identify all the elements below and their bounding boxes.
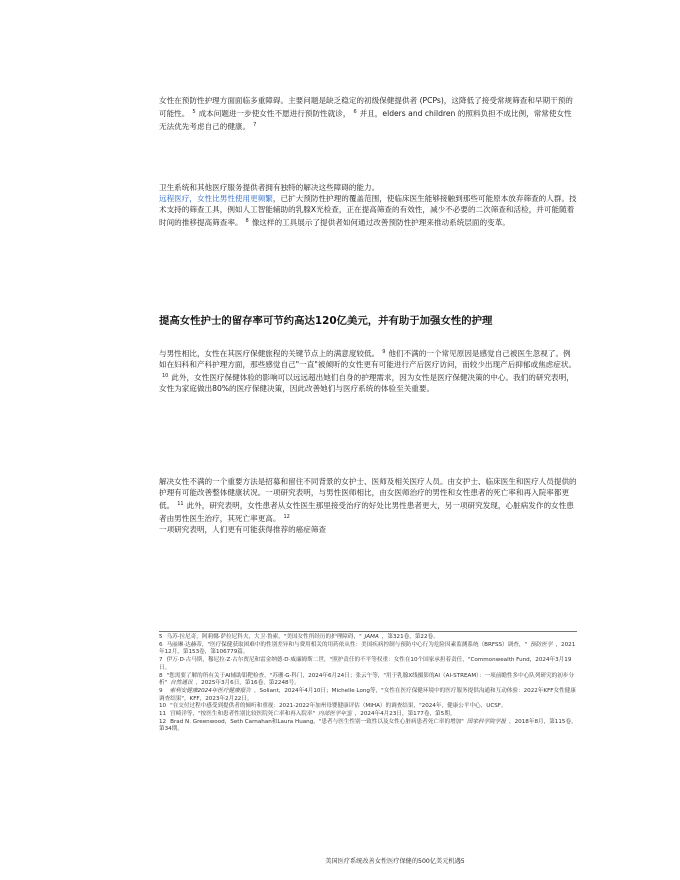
footnote-ref[interactable]: 7	[253, 121, 257, 128]
telehealth-link[interactable]: 远程医疗，女性比男性使用更频繁	[159, 193, 273, 203]
footnote-source: 预防医学	[530, 641, 553, 648]
paragraph-preventive-care-barriers	[159, 96, 577, 133]
paragraph-text: 他们不满的一个常见原因是感觉自己被医生忽视了。例如在妇科和产科护理方面，那些感觉自己"一直"被倾听的女性更有可能进行产后医疗访问，而较少出现产后抑郁或焦虑症状。	[159, 349, 577, 369]
footnote-source: 国家科学院学报	[466, 718, 507, 725]
footnote-item: 5 乌苏·拉尼奇，阿莉娜·萨拉尼科夫，大卫·鲁索，"美国女性所经历的护理障碍，" JAMA ，第321卷，第22卷。	[159, 634, 439, 640]
footnote-item: 11 宫崎洋等，"按医生和患者性别比较医院死亡率和再入院率" 内部医学年鉴 ，2024年4月23日，第177卷，第5期。	[159, 711, 456, 718]
footnote-item: 9 索利安健康2024年医疗健康报告 ，Soliant，2024年4月10日；Michelle Long等，"女性在医疗保健环境中的医疗服务提供沟通和互动体验：2022年KFF女性健康调查结果"，KFF，2023年2月22日。	[159, 687, 576, 702]
footnote-item: 6 马丽琳·达赫蒂，"医疗保健获取困难中的性别差异和与费用相关的用药依从性：美国疾病控制与预防中心行为危险因素监测系统（BRFSS）调查，" 预防医学 ，2021年12月，第153卷，第106779篇。	[159, 641, 576, 656]
footnote-ref[interactable]: 10	[162, 372, 169, 379]
footnote-item: 8 "您需要了解的所有关于AI辅助钼靶检查，"苏珊·G·科门，2024年6月24日；张云午等，"用于乳腺X线摄影的AI（AI-STREAM）：一项前瞻性多中心队列研究的初步分析" 自然通讯 ，2025年3月6日，第16卷，第2248号。	[159, 672, 575, 687]
paragraph-text: 女性在预防性护理方面面临多重障碍。主要问题是缺乏稳定的初级保健提供者 (PCPs)，这降低了接受常规筛查和早期干预的可能性。	[159, 96, 573, 118]
footnote-source: JAMA	[364, 634, 379, 640]
footnote-ref[interactable]: 9	[382, 349, 386, 355]
paragraph-text: 与男性相比，女性在其医疗保健旅程的关键节点上的满意度较低。	[159, 349, 380, 358]
paragraph-text: 成本问题进一步使女性不愿进行预防性就诊，	[198, 108, 351, 118]
footnote-source: 内部医学年鉴	[318, 711, 352, 718]
footnote-ref[interactable]: 5	[192, 108, 196, 115]
page-footer: 美国医疗系统改善女性医疗保健的500亿美元机遇5	[325, 858, 465, 865]
paragraph-text: 解决女性不满的一个重要方法是招募和留住不同背景的女护士、医师及相关医疗人员。由女护士、临床医生和医疗人员提供的护理有可能改善整体健康状况。一项研究表明，与男性医师相比，由女医师治疗的男性和女性患者的死亡率和再入院率都更低。	[159, 477, 577, 510]
footnote-item: 10 "在交付过程中感受到提供者的倾听和重视：2021-2022年加州母婴健康评估（MIHA）的调查结果，"2024年，健康公平中心，UCSF。	[159, 703, 507, 710]
footnote-ref[interactable]: 8	[245, 217, 249, 224]
section-heading: 提高女性护士的留存率可节约高达120亿美元，并有助于加强女性的护理	[159, 315, 493, 327]
paragraph-text: 此外，研究表明，女性患者从女性医生那里接受治疗的好处比男性患者更大，另一项研究发现，心脏病发作的女性患者由男性医生治疗，其死亡率更高。	[159, 500, 574, 523]
footnotes	[159, 631, 577, 734]
paragraph-text: 并且，elders and children 的照料负担不成比例，常常使女性无法优先考虑自己的健康。	[159, 108, 572, 131]
footnote-item: 7 伊万·D·古马斯，穆尼拉·Z·古尔贾尼和雷金纳德·D·威廉姆斯二世，"照护责任的不平等权重：女性在10个国家承担着责任，"Commonwealth Fund，2024年3月19日。	[159, 657, 572, 671]
footnote-source: 索利安健康2024年医疗健康报告	[169, 687, 251, 694]
footnote-item: 12 Brad N. Greenwood，Seth Carnahan和Laura Huang，"患者与医生性别一致性以及女性心脏病患者死亡率的增加" 国家科学院学报 ，2018年8月，第115卷，第34期。	[159, 718, 577, 733]
footnote-ref[interactable]: 11	[177, 500, 184, 507]
paragraph-workforce	[159, 477, 577, 536]
paragraph-health-system-solutions	[159, 183, 577, 229]
footnote-ref[interactable]: 12	[283, 513, 290, 520]
paragraph-satisfaction	[159, 347, 577, 395]
paragraph-text: ，已扩大预防性护理的覆盖范围，使临床医生能够接触到那些可能原本放弃筛查的人群。技术支持的筛查工具，例如人工智能辅助的乳腺X光检查，正在提高筛查的有效性，减少不必要的二次筛查和活检，并可能随着时间的推移提高筛查率。	[159, 193, 577, 227]
footnote-ref[interactable]: 6	[353, 108, 357, 115]
paragraph-text: 像这样的工具展示了提供者如何通过改善预防性护理来推动系统层面的变革。	[251, 217, 510, 227]
paragraph-text: 一项研究表明，人们更有可能获得推荐的癌症筛查	[159, 524, 327, 534]
footnote-source: 自然通讯	[170, 680, 193, 687]
paragraph-text: 此外，女性医疗保健体验的影响可以远远超出她们自身的护理需求，因为女性是医疗保健决策的中心。我们的研究表明，女性为家庭做出80%的医疗保健决策，因此改善她们与医疗系统的体验至关重要。	[159, 372, 574, 393]
paragraph-text: 卫生系统和其他医疗服务提供者拥有独特的解决这些障碍的能力。	[159, 183, 380, 192]
